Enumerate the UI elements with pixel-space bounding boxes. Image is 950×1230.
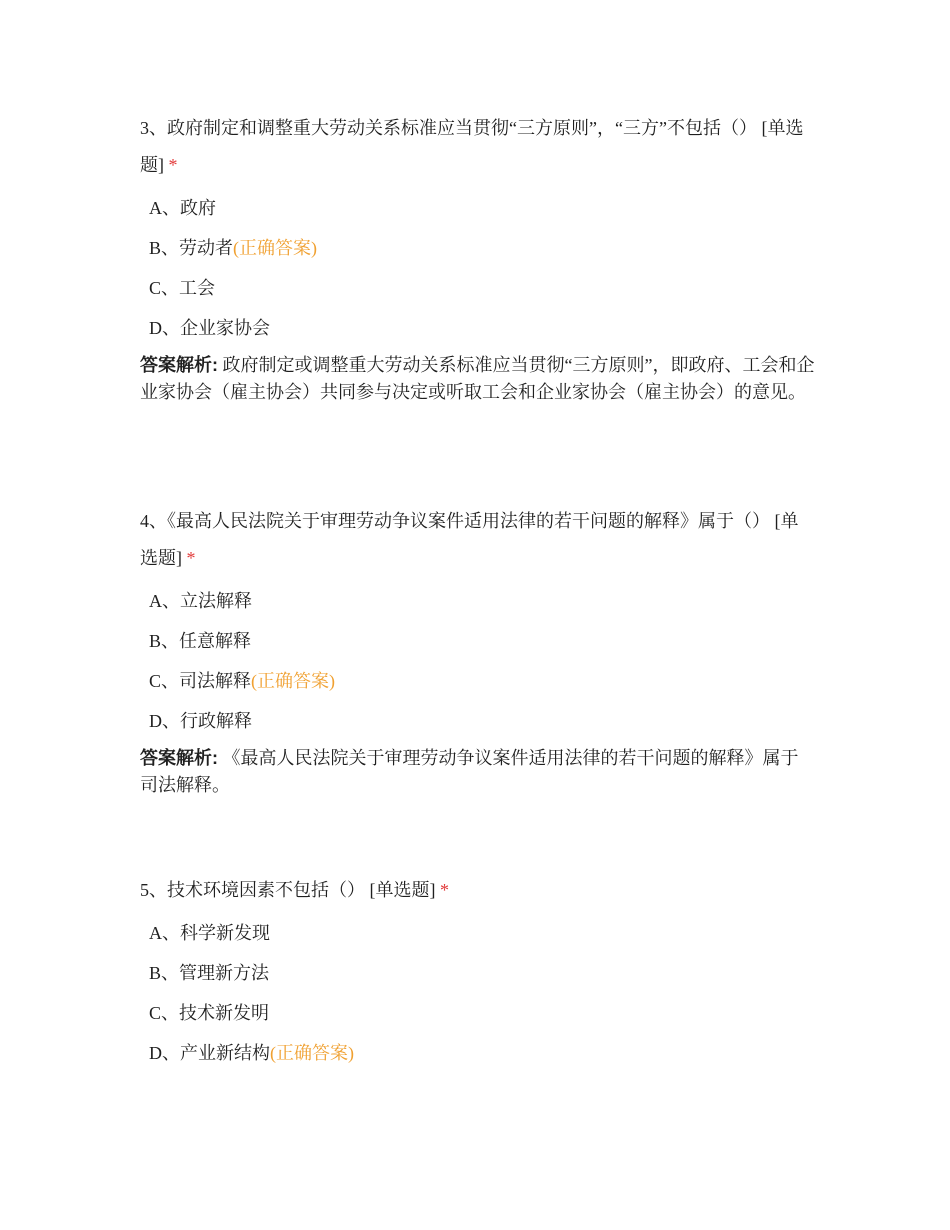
option-list xyxy=(140,188,815,348)
option-text: C、司法解释 xyxy=(149,671,252,691)
option-d xyxy=(140,308,815,348)
analysis-label: 答案解析: xyxy=(140,355,218,375)
analysis-text: 《最高人民法院关于审理劳动争议案件适用法律的若干问题的解释》属于司法解释。 xyxy=(140,748,799,795)
option-c xyxy=(140,268,815,308)
option-b xyxy=(140,953,815,993)
option-text: B、劳动者 xyxy=(149,238,234,258)
question-3 xyxy=(140,110,815,406)
option-text: D、行政解释 xyxy=(149,711,252,731)
question-title xyxy=(140,110,815,184)
option-text: A、立法解释 xyxy=(149,591,252,611)
answer-analysis xyxy=(140,745,815,799)
option-list xyxy=(140,581,815,741)
option-c xyxy=(140,661,815,701)
option-a xyxy=(140,913,815,953)
option-text: B、管理新方法 xyxy=(149,963,270,983)
option-text: C、工会 xyxy=(149,278,216,298)
required-mark: * xyxy=(168,155,178,175)
option-text: A、科学新发现 xyxy=(149,923,270,943)
correct-answer-label: (正确答案) xyxy=(270,1043,354,1063)
question-text: 3、政府制定和调整重大劳动关系标准应当贯彻“三方原则”，“三方”不包括（） [单选题] xyxy=(140,118,804,175)
analysis-text: 政府制定或调整重大劳动关系标准应当贯彻“三方原则”，即政府、工会和企业家协会（雇主协会）共同参与决定或听取工会和企业家协会（雇主协会）的意见。 xyxy=(140,355,815,402)
option-text: A、政府 xyxy=(149,198,216,218)
question-4 xyxy=(140,503,815,799)
question-text: 4、《最高人民法院关于审理劳动争议案件适用法律的若干问题的解释》属于（） [单选题] xyxy=(140,511,799,568)
required-mark: * xyxy=(440,880,449,900)
option-a xyxy=(140,581,815,621)
question-5 xyxy=(140,872,815,1073)
option-text: D、产业新结构 xyxy=(149,1043,270,1063)
option-text: D、企业家协会 xyxy=(149,318,270,338)
question-title xyxy=(140,503,815,577)
option-list xyxy=(140,913,815,1073)
option-text: C、技术新发明 xyxy=(149,1003,270,1023)
option-c xyxy=(140,993,815,1033)
option-b xyxy=(140,621,815,661)
option-d xyxy=(140,701,815,741)
correct-answer-label: (正确答案) xyxy=(233,238,318,258)
option-d xyxy=(140,1033,815,1073)
question-title xyxy=(140,872,815,909)
answer-analysis xyxy=(140,352,815,406)
correct-answer-label: (正确答案) xyxy=(251,671,336,691)
analysis-label: 答案解析: xyxy=(140,748,218,768)
question-text: 5、技术环境因素不包括（） [单选题] xyxy=(140,880,436,900)
option-b xyxy=(140,228,815,268)
required-mark: * xyxy=(186,548,196,568)
option-text: B、任意解释 xyxy=(149,631,252,651)
option-a xyxy=(140,188,815,228)
